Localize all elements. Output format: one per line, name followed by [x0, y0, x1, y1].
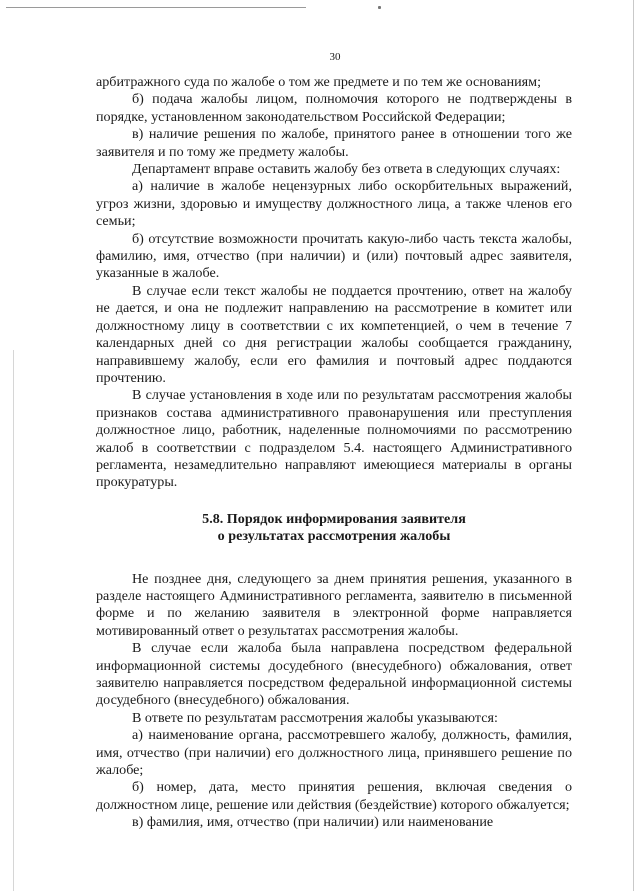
- paragraph: арбитражного суда по жалобе о том же предмете и по тем же основаниям;: [96, 74, 541, 90]
- scan-artifact-mark: [378, 6, 381, 9]
- paragraph: В случае установления в ходе или по результатам рассмотрения жалобы признаков состава административного правонарушения или преступления должностное лицо, работник, наделенные полномочиями по рассмотрению жалоб в соответствии с подразделом 5.4. настоящего Административного регламента, незамедлительно направляют имеющиеся материалы в органы прокуратуры.: [96, 387, 572, 491]
- document-body: [96, 74, 572, 832]
- paragraph: а) наименование органа, рассмотревшего жалобу, должность, фамилия, имя, отчество (при наличии) его должностного лица, принявшего решение по жалобе;: [96, 727, 572, 779]
- scan-page-edge: [13, 350, 14, 891]
- section-heading-line: 5.8. Порядок информирования заявителя: [202, 510, 466, 527]
- scan-page-edge: [633, 0, 634, 891]
- paragraph-group-before: [96, 74, 572, 492]
- paragraph: в) наличие решения по жалобе, принятого ранее в отношении того же заявителя и по тому же предмету жалобы.: [96, 126, 572, 160]
- paragraph: в) фамилия, имя, отчество (при наличии) или наименование: [132, 814, 494, 831]
- paragraph: а) наличие в жалобе нецензурных либо оскорбительных выражений, угроз жизни, здоровью и имуществу должностного лица, а также членов его семьи;: [96, 178, 572, 230]
- paragraph-group-after: [96, 571, 572, 832]
- page-number: 30: [329, 51, 341, 63]
- paragraph: Не позднее дня, следующего за днем принятия решения, указанного в разделе настоящего Административного регламента, заявителю в письменной форме и по желанию заявителя в электронной форме направляется мотивированный ответ о результатах рассмотрения жалобы.: [96, 570, 572, 639]
- paragraph: б) подача жалобы лицом, полномочия которого не подтверждены в порядке, установленном законодательством Российской Федерации;: [96, 91, 572, 125]
- section-heading-line: о результатах рассмотрения жалобы: [217, 528, 451, 545]
- paragraph: В случае если текст жалобы не поддается прочтению, ответ на жалобу не дается, и она не подлежит направлению на рассмотрение в комитет или должностному лицу в соответствии с их компетенцией, о чем в течение 7 календарных дней со дня регистрации жалобы сообщается гражданину, направившему жалобу, если его фамилия и почтовый адрес поддаются прочтению.: [96, 282, 572, 386]
- paragraph: В ответе по результатам рассмотрения жалобы указываются:: [132, 709, 498, 726]
- scan-artifact-line: [6, 7, 306, 8]
- section-heading: [96, 511, 572, 546]
- paragraph: б) отсутствие возможности прочитать какую-либо часть текста жалобы, фамилию, имя, отчество (при наличии) и (или) почтовый адрес заявителя, указанные в жалобе.: [96, 230, 572, 282]
- paragraph: б) номер, дата, место принятия решения, включая сведения о должностном лице, решение или действия (бездействие) которого обжалуется;: [96, 779, 572, 813]
- paragraph: Департамент вправе оставить жалобу без ответа в следующих случаях:: [132, 161, 561, 178]
- paragraph: В случае если жалоба была направлена посредством федеральной информационной системы досудебного (внесудебного) обжалования, ответ заявителю направляется посредством федеральной информационной системы досудебного (внесудебного) обжалования.: [96, 640, 572, 709]
